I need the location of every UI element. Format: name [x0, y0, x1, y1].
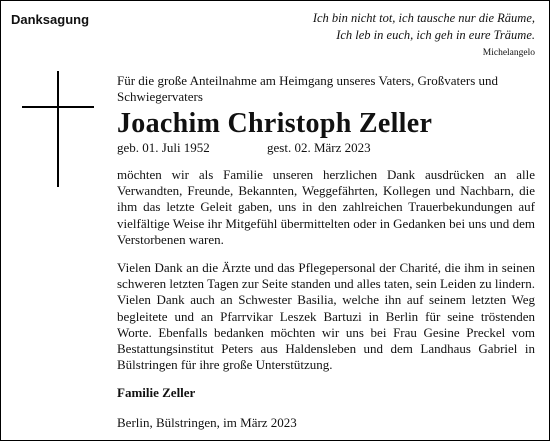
quote-author: Michelangelo [482, 48, 535, 58]
thanks-paragraph-1: möchten wir als Familie unseren herzlichen Dank ausdrücken an alle Verwandten, Freunde, Bekannten, Weggefährten, Kollegen und Nachbarn, die ihm das letzte Geleit gaben, uns in den zahlreichen Trauerbekundungen auf vielfältige Weise ihr Mitgefühl übermittelten oder in Gedanken bei uns und dem Verstorbenen waren. [117, 167, 535, 247]
memorial-quote [313, 10, 535, 44]
place-and-date: Berlin, Bülstringen, im März 2023 [117, 415, 297, 431]
cross-vertical-bar [57, 71, 59, 187]
family-signature: Familie Zeller [117, 385, 196, 401]
notice-title: Danksagung [11, 12, 90, 27]
deceased-name: Joachim Christoph Zeller [117, 108, 433, 139]
death-date: gest. 02. März 2023 [267, 140, 371, 155]
notice-content [117, 73, 535, 431]
life-dates [117, 140, 535, 155]
cross-horizontal-bar [22, 106, 94, 108]
quote-line-1: Ich bin nicht tot, ich tausche nur die Räume, [312, 11, 535, 25]
birth-date: geb. 01. Juli 1952 [117, 140, 210, 155]
intro-text: Für die große Anteilnahme am Heimgang unseres Vaters, Großvaters und Schwiegervaters [117, 73, 498, 104]
thanks-paragraph-2: Vielen Dank an die Ärzte und das Pflegepersonal der Charité, die ihm in seinen schweren letzten Tagen zur Seite standen und alles taten, sein Leiden zu lindern. Vielen Dank auch an Schwester Basilia, welche ihn auf seinem letzten Weg begleitete und an Pfarrvikar Leszek Bartuzi in Berlin für seine tröstenden Worte. Ebenfalls bedanken möchten wir uns bei Frau Gesine Preckel vom Bestattungsinstitut Peters aus Haldensleben und dem Landhaus Gabriel in Bülstringen für ihre große Unterstützung. [117, 260, 535, 373]
quote-line-2: Ich leb in euch, ich geh in eure Träume. [336, 28, 535, 42]
